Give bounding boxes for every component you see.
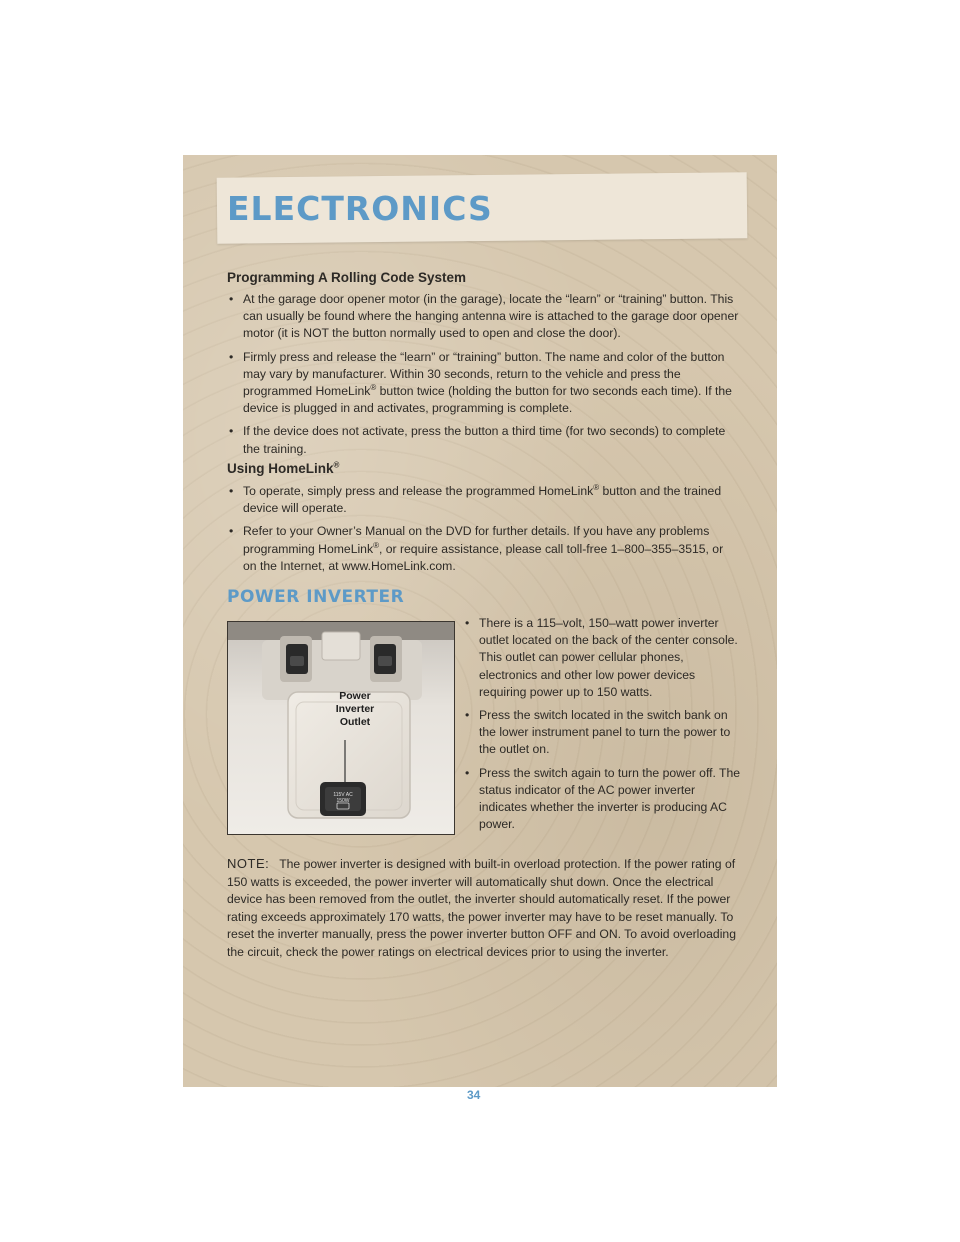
list-item (463, 707, 743, 759)
section-title: ELECTRONICS (227, 189, 493, 228)
note-paragraph (227, 855, 741, 962)
note-text: The power inverter is designed with built-in overload protection. If the power rating of 150 watts is exceeded, the power inverter will automatically shut down. Once the electrical device has been removed from the outlet, the inverter should automatically reset. If the power rating exceeds approximately 170 watts, the power inverter may have to be reset manually. To reset the inverter manually, press the power inverter button OFF and ON. To avoid overloading the circuit, check the power ratings on electrical devices prior to using the inverter. (227, 857, 736, 959)
outlet-label-1: 115V AC (333, 792, 353, 798)
homelink-step-1-before: To operate, simply press and release the programmed HomeLink (243, 484, 594, 498)
power-inverter-bullet-3: Press the switch again to turn the power off. The status indicator of the AC power inverter indicates whether the inverter is producing AC power. (479, 765, 741, 832)
homelink-body (227, 483, 739, 581)
power-inverter-bullet-2: Press the switch located in the switch bank on the lower instrument panel to turn the power to the outlet on. (479, 708, 731, 757)
list-item (227, 523, 739, 575)
rolling-code-step-2-after: button twice (holding the button for two seconds each time). If the device is plugged in and activates, programming is complete. (243, 384, 732, 416)
bullet-glyph: • (229, 484, 234, 498)
rolling-code-step-3: If the device does not activate, press the button a third time (for two seconds) to complete the training. (243, 424, 726, 456)
homelink-heading (227, 461, 339, 476)
list-item (463, 765, 743, 834)
power-inverter-list (463, 615, 743, 833)
bullet-glyph: • (465, 765, 470, 780)
homelink-list (227, 483, 739, 575)
homelink-heading-text: Using HomeLink (227, 461, 334, 476)
bullet-glyph: • (229, 524, 234, 539)
list-item (227, 423, 739, 457)
power-inverter-title: POWER INVERTER (227, 587, 405, 607)
homelink-step-2-before: Refer to your Owner’s Manual on the DVD for further details. If you have any problems programming HomeLink (243, 524, 710, 556)
power-inverter-photo (227, 621, 455, 835)
rolling-code-list (227, 291, 739, 458)
homelink-step-1-after: button and the trained device will operate. (243, 484, 722, 516)
registered-mark: ® (370, 382, 377, 392)
rolling-code-heading: Programming A Rolling Code System (227, 270, 467, 285)
list-item (227, 291, 739, 343)
registered-mark: ® (593, 482, 600, 492)
rolling-code-body (227, 291, 739, 464)
list-item (227, 349, 739, 418)
page-number: 34 (467, 1088, 481, 1102)
homelink-step-2-after: , or require assistance, please call toll-free 1–800–355–3515, or on the Internet, at www.HomeLink.com. (243, 541, 724, 573)
note-label: NOTE: (227, 856, 270, 871)
registered-mark: ® (333, 460, 340, 470)
bullet-glyph: • (229, 424, 234, 439)
bullet-glyph: • (229, 349, 234, 364)
bullet-glyph: • (229, 292, 234, 306)
manual-page (183, 155, 777, 1102)
bullet-glyph: • (465, 616, 470, 630)
list-item (463, 615, 743, 701)
rolling-code-step-1: At the garage door opener motor (in the garage), locate the “learn” or “training” button. This can usually be found where the hanging antenna wire is attached to the garage door opener motor (it is NOT the button normally used to open and close the door). (243, 292, 739, 341)
bullet-glyph: • (465, 708, 470, 723)
power-inverter-bullet-1: There is a 115–volt, 150–watt power inverter outlet located on the back of the center console. This outlet can power cellular phones, electronics and other low power devices requiring power up to 150 watts. (479, 616, 738, 699)
rolling-code-step-2-before: Firmly press and release the “learn” or “training” button. The name and color of the button may vary by manufacturer. Within 30 seconds, return to the vehicle and press the programmed HomeLink (243, 349, 725, 399)
power-inverter-body (463, 615, 743, 839)
registered-mark: ® (373, 540, 379, 550)
photo-caption: Power Inverter Outlet (335, 690, 375, 728)
list-item (227, 483, 739, 517)
outlet-label-2: 150W (336, 798, 350, 804)
